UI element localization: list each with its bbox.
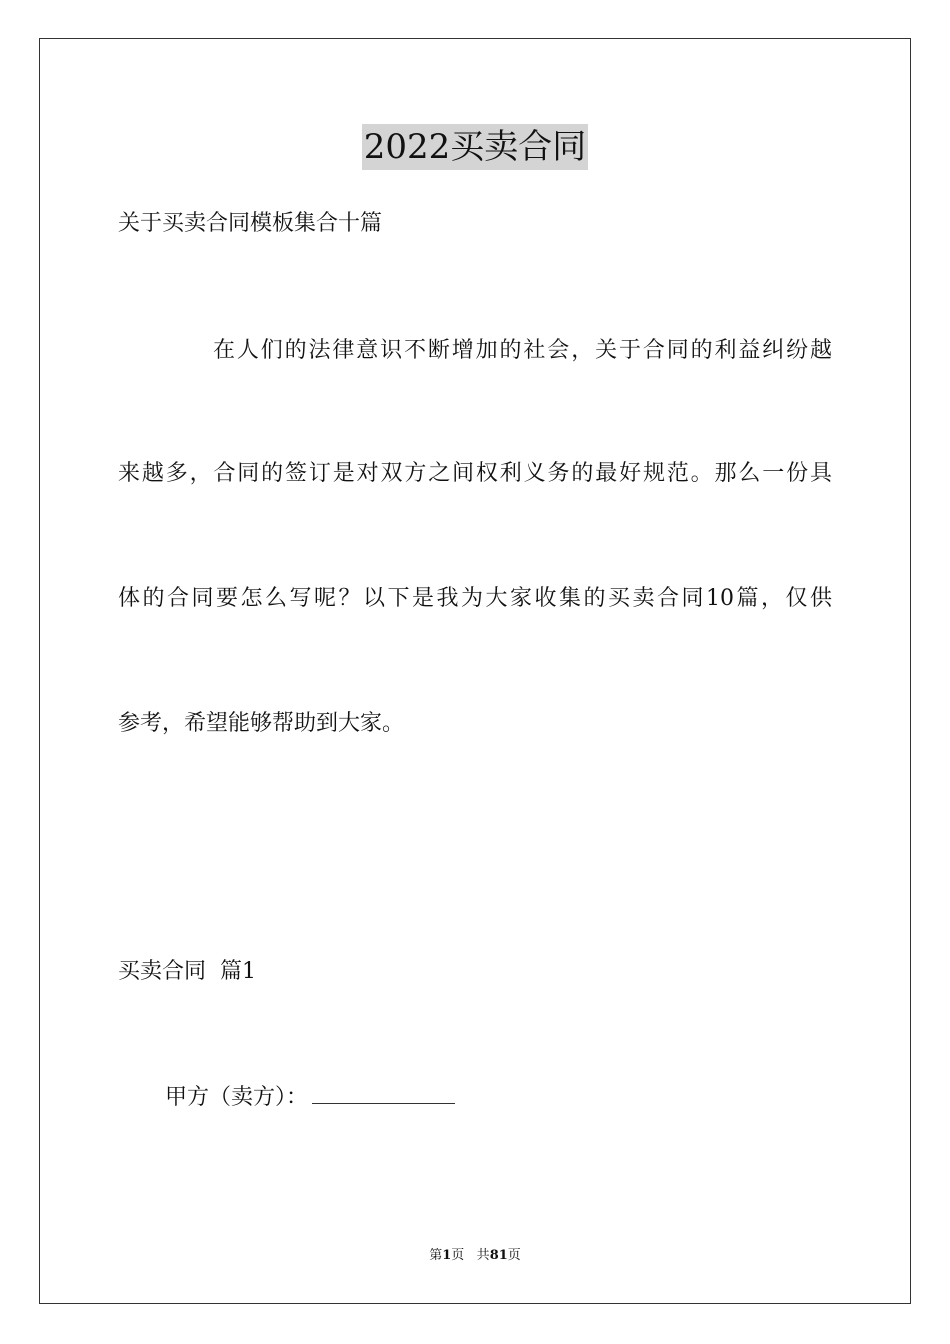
intro-line-2: 来越多，合同的签订是对双方之间权利义务的最好规范。那么一份具 — [118, 461, 832, 486]
footer-page-number: 1 — [442, 1248, 452, 1263]
footer-total-pages: 81 — [489, 1248, 508, 1263]
footer-page-suffix: 页 — [451, 1248, 465, 1263]
footer-prefix: 第 — [429, 1248, 443, 1263]
intro-line-4: 参考，希望能够帮助到大家。 — [118, 711, 405, 736]
party-a-blank-line — [312, 1081, 455, 1104]
title-container — [0, 124, 950, 170]
section-heading: 买卖合同 篇1 — [118, 959, 256, 984]
document-subtitle: 关于买卖合同模板集合十篇 — [118, 211, 383, 236]
party-a-row — [165, 1081, 455, 1113]
intro-line-3: 体的合同要怎么写呢？以下是我为大家收集的买卖合同10篇，仅供 — [118, 586, 832, 611]
page-footer — [0, 1247, 950, 1265]
footer-total-suffix: 页 — [507, 1248, 521, 1263]
intro-line-1: 在人们的法律意识不断增加的社会，关于合同的利益纠纷越 — [213, 338, 832, 363]
document-title: 2022买卖合同 — [362, 124, 589, 170]
footer-total-prefix: 共 — [476, 1248, 490, 1263]
party-a-label: 甲方（卖方）： — [165, 1085, 309, 1110]
